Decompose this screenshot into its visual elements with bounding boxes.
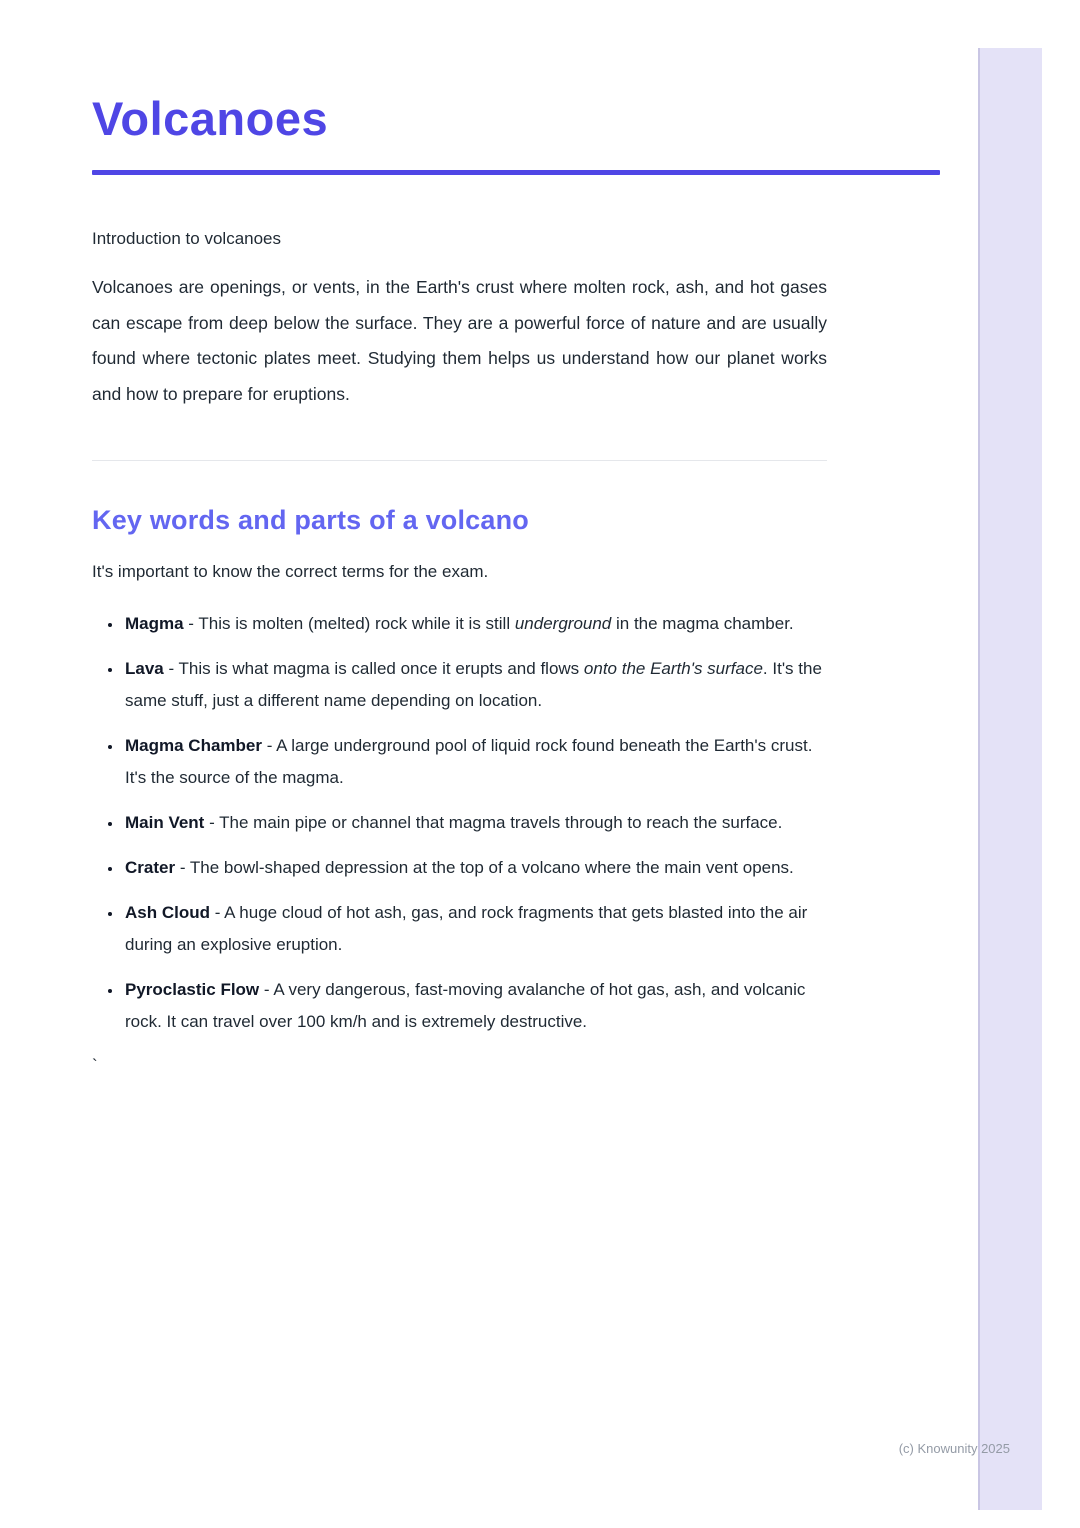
term-definition-end: . It's the same stuff, just a different name depending on location. [125, 659, 822, 711]
section-divider [92, 460, 827, 461]
term-definition: - The bowl-shaped depression at the top of a volcano where the main vent opens. [175, 858, 794, 878]
side-margin-strip [978, 48, 1042, 1510]
intro-paragraph: Volcanoes are openings, or vents, in the Earth's crust where molten rock, ash, and hot gases can escape from deep below the surface. They are a powerful force of nature and are usually found where tectonic plates meet. Studying them helps us understand how our planet works and how to prepare for eruptions. [92, 277, 827, 404]
list-item [123, 608, 823, 640]
keyword-list [92, 608, 823, 1038]
page-title: Volcanoes [92, 92, 329, 145]
term-label: Main Vent [125, 813, 205, 833]
list-item [123, 807, 823, 839]
keywords-subtitle: It's important to know the correct terms for the exam. [92, 562, 489, 582]
list-item [123, 653, 823, 717]
term-definition-end: in the magma chamber. [611, 614, 794, 634]
stray-backtick-char: ` [92, 1056, 98, 1076]
list-item [123, 897, 823, 961]
term-label: Magma Chamber [125, 736, 262, 756]
term-definition-italic: underground [514, 614, 612, 634]
list-item [123, 974, 823, 1038]
term-definition: - A very dangerous, fast-moving avalanche of hot gas, ash, and volcanic rock. It can travel over 100 km/h and is extremely destructive. [125, 980, 806, 1032]
title-underline-rule [92, 170, 940, 175]
list-item [123, 852, 823, 884]
term-definition: - A large underground pool of liquid rock found beneath the Earth's crust. It's the source of the magma. [125, 736, 813, 788]
keywords-section-heading: Key words and parts of a volcano [92, 505, 530, 536]
term-definition-italic: onto the Earth's surface [583, 659, 763, 679]
term-label: Pyroclastic Flow [125, 980, 260, 1000]
term-label: Magma [125, 614, 184, 634]
term-definition: - The main pipe or channel that magma travels through to reach the surface. [204, 813, 783, 833]
list-item [123, 730, 823, 794]
term-definition: - This is molten (melted) rock while it is still [183, 614, 515, 634]
intro-label: Introduction to volcanoes [92, 229, 282, 249]
term-label: Ash Cloud [125, 903, 210, 923]
term-label: Lava [125, 659, 164, 679]
term-definition: - A huge cloud of hot ash, gas, and rock fragments that gets blasted into the air during an explosive eruption. [125, 903, 808, 955]
term-definition: - This is what magma is called once it erupts and flows [163, 659, 584, 679]
term-label: Crater [125, 858, 176, 878]
document-content [92, 0, 940, 1076]
footer-credit: (c) Knowunity 2025 [898, 1441, 1010, 1456]
